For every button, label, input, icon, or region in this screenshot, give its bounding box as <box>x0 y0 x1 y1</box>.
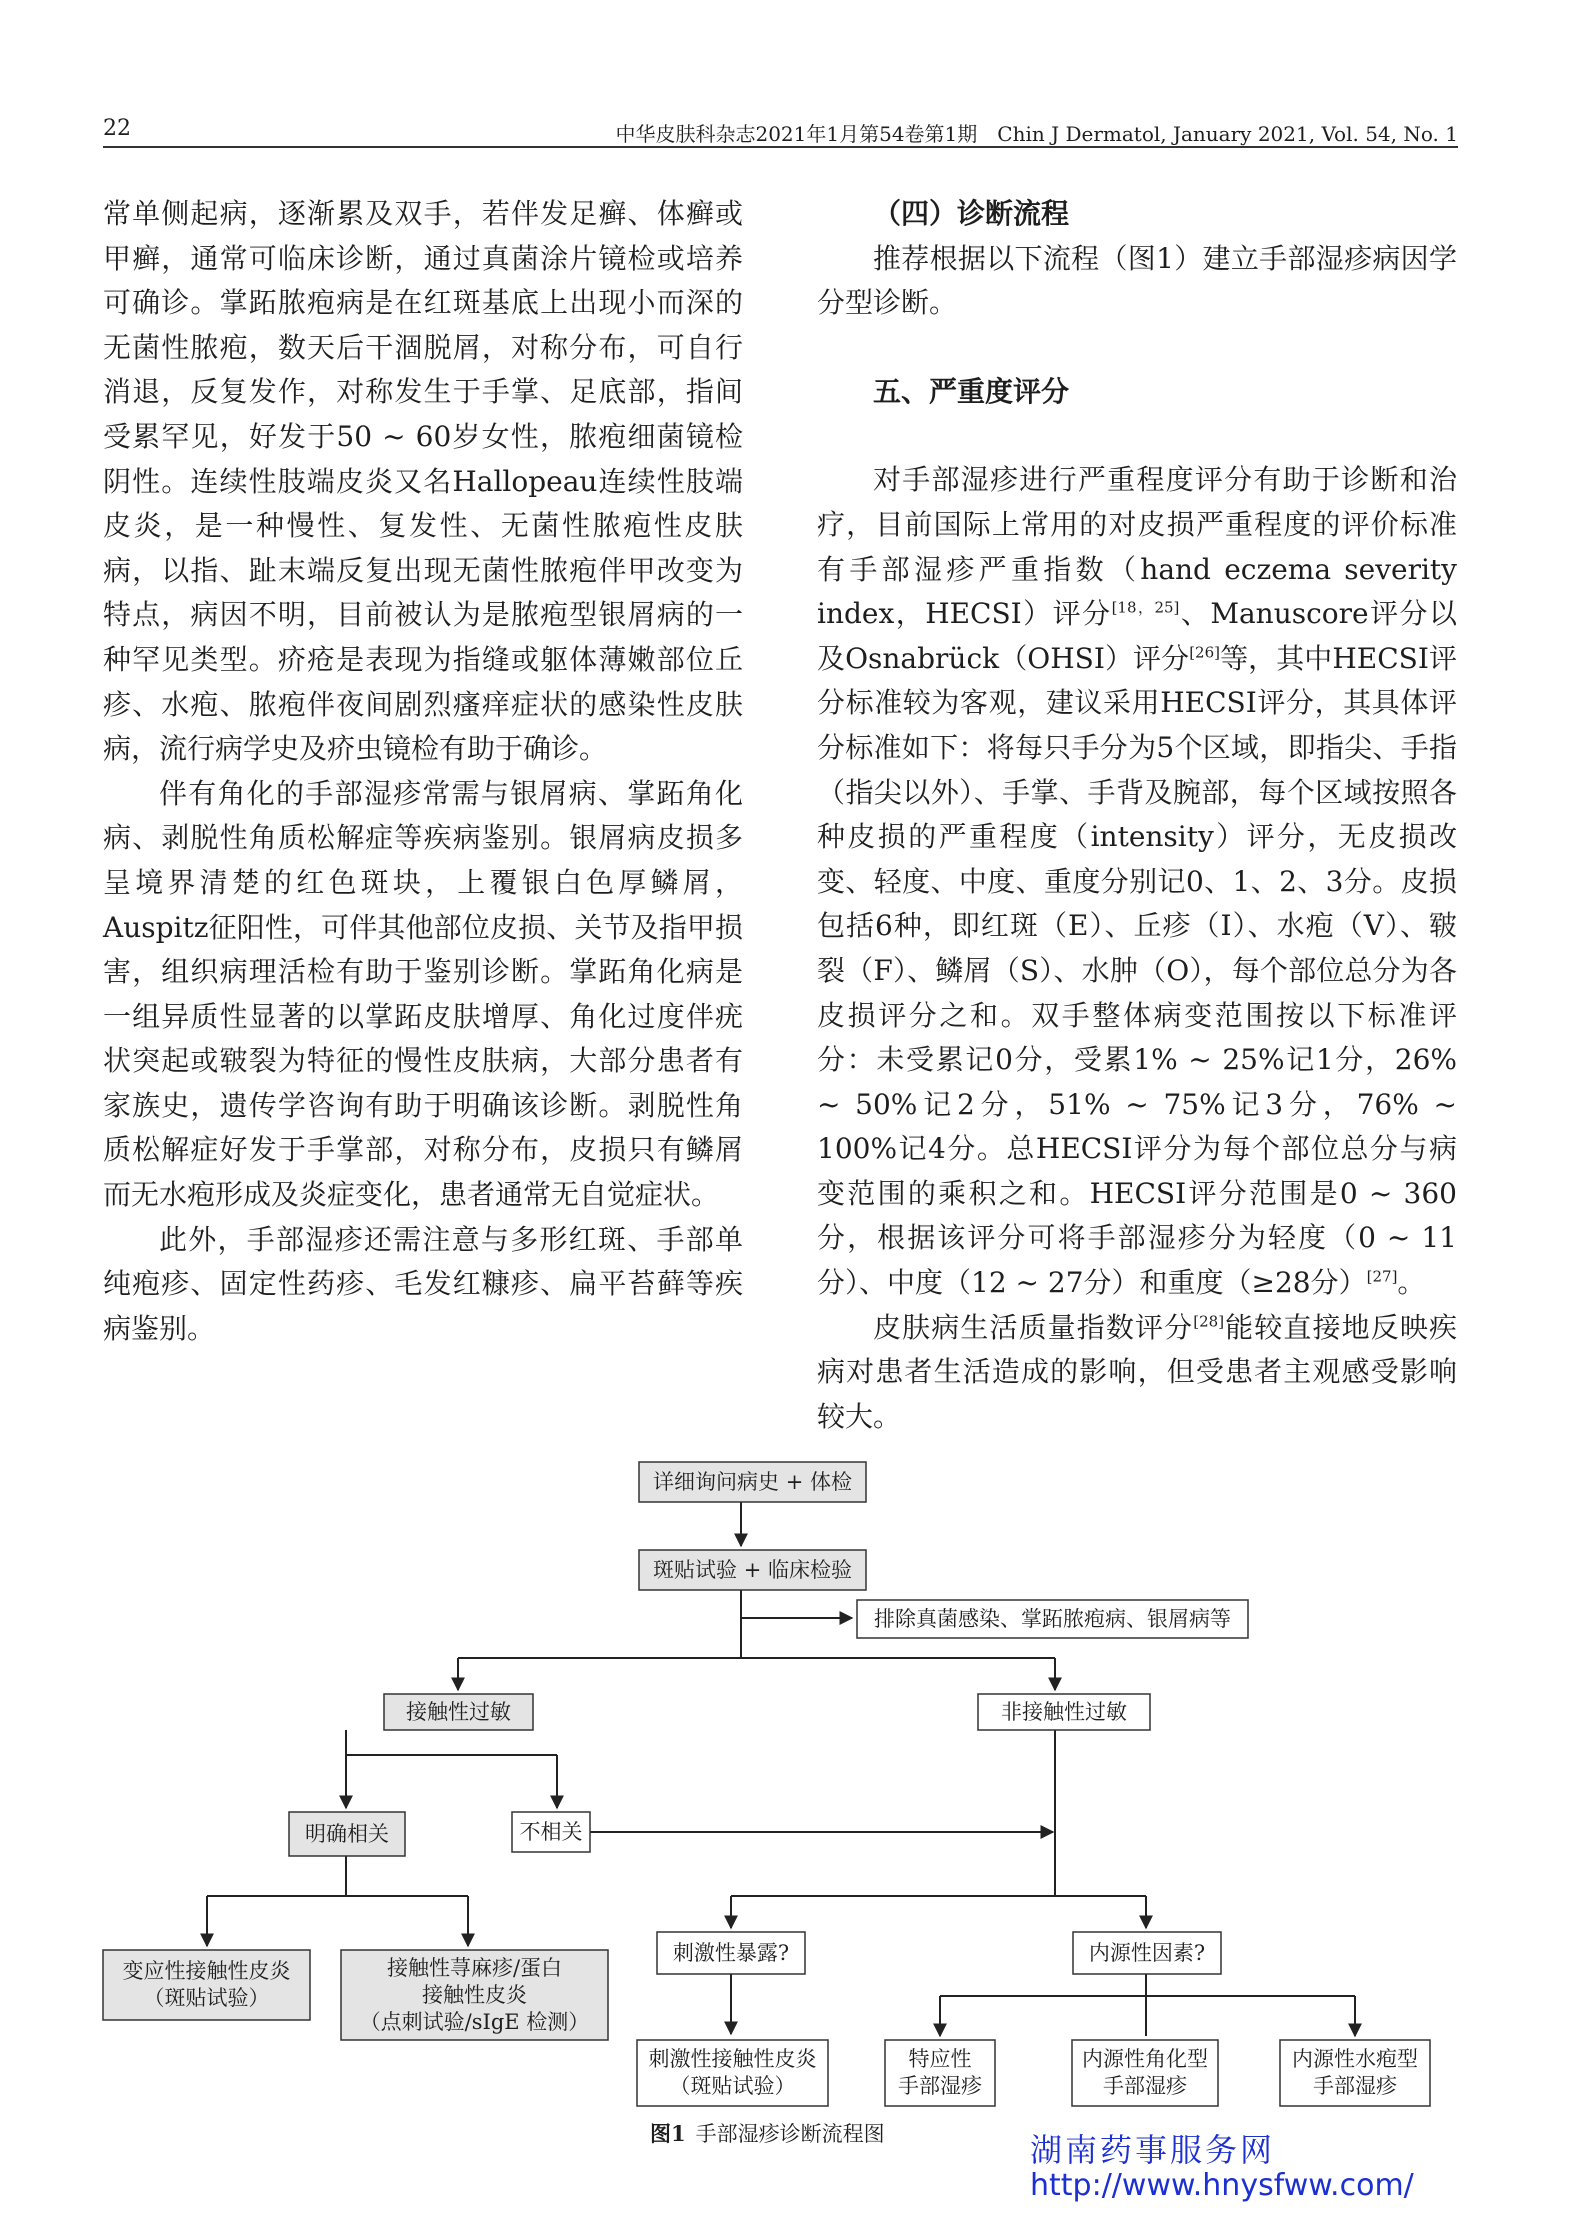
left-paragraph-2: 伴有角化的手部湿疹常需与银屑病、掌跖角化病、剥脱性角质松解症等疾病鉴别。银屑病皮损多呈境界清楚的红色斑块，上覆银白色厚鳞屑，Auspitz征阳性，可伴其他部位皮损、关节及指甲损害，组织病理活检有助于鉴别诊断。掌跖角化病是一组异质性显著的以掌跖皮肤增厚、角化过度伴疣状突起或皲裂为特征的慢性皮肤病，大部分患者有家族史，遗传学咨询有助于明确该诊断。剥脱性角质松解症好发于手掌部，对称分布，皮损只有鳞屑而无水疱形成及炎症变化，患者通常无自觉症状。 <box>103 776 743 1212</box>
box-irritant-exposure: 刺激性暴露? <box>672 1940 790 1965</box>
box-vesicular-hand-eczema: 内源性水疱型 手部湿疹 <box>1292 2047 1418 2098</box>
severity-section-title: 五、严重度评分 <box>873 374 1070 408</box>
page-number: 22 <box>103 116 131 141</box>
box-clearly-relevant: 明确相关 <box>305 1821 389 1846</box>
running-head: 中华皮肤科杂志2021年1月第54卷第1期 Chin J Dermatol, January 2021, Vol. 54, No. 1 <box>615 122 1458 146</box>
citation-18-25: [18，25] <box>1111 598 1180 617</box>
right-paragraph-2-text-b: 、Manuscore评分以及Osnabrück（OHSI）评分 <box>817 597 1457 675</box>
box-atopic-hand-eczema: 特应性 手部湿疹 <box>898 2047 982 2098</box>
box-history-physical-exam: 详细询问病史 + 体检 <box>653 1469 852 1494</box>
box-endogenous-factor: 内源性因素? <box>1088 1940 1206 1965</box>
left-paragraph-3: 此外，手部湿疹还需注意与多形红斑、手部单纯疱疹、固定性药疹、毛发红糠疹、扁平苔藓等疾病鉴别。 <box>103 1222 743 1345</box>
right-paragraph-2-text-d: 。 <box>1397 1266 1426 1300</box>
right-paragraph-3 <box>817 1306 1457 1440</box>
right-column <box>817 192 1457 1439</box>
box-patch-test-clinical-exam: 斑贴试验 + 临床检验 <box>653 1557 852 1582</box>
left-column <box>103 192 743 1351</box>
box-not-relevant: 不相关 <box>519 1819 583 1844</box>
box-non-contact-allergy: 非接触性过敏 <box>1001 1699 1127 1724</box>
box-hyperkeratotic-hand-eczema: 内源性角化型 手部湿疹 <box>1082 2047 1208 2098</box>
header-rule <box>103 146 1458 148</box>
citation-28: [28] <box>1193 1312 1225 1331</box>
right-paragraph-2-text-c: 等，其中HECSI评分标准较为客观，建议采用HECSI评分，其具体评分标准如下：将每只手分为5个区域，即指尖、手指（指尖以外）、手掌、手背及腕部，每个区域按照各种皮损的严重程度（intensity）评分，无皮损改变、轻度、中度、重度分别记0、1、2、3分。皮损包括6种，即红斑（E）、丘疹（I）、水疱（V）、皲裂（F）、鳞屑（S）、水肿（O），每个部位总分为各皮损评分之和。双手整体病变范围按以下标准评分：未受累记0分，受累1% ~ 25%记1分，26% ~ 50%记2分，51% ~ 75%记3分，76% ~ 100%记4分。总HECSI评分为每个部位总分与病变范围的乘积之和。HECSI评分范围是0 ~ 360分，根据该评分可将手部湿疹分为轻度（0 ~ 11分）、中度（12 ~ 27分）和重度（≥28分） <box>817 641 1457 1300</box>
box-irritant-contact-dermatitis: 刺激性接触性皮炎 （斑贴试验） <box>648 2047 817 2098</box>
figure-caption <box>650 2118 885 2148</box>
figure-caption-number: 图1 <box>650 2121 686 2146</box>
box-allergic-contact-dermatitis: 变应性接触性皮炎 （斑贴试验） <box>122 1959 291 2010</box>
right-paragraph-2-text-a: 对手部湿疹进行严重程度评分有助于诊断和治疗，目前国际上常用的对皮损严重程度的评价标准有手部湿疹严重指数（hand eczema severity index，HECSI）评分 <box>817 463 1457 631</box>
watermark-url: http://www.hnysfww.com/ <box>1030 2168 1414 2203</box>
left-paragraph-1: 常单侧起病，逐渐累及双手，若伴发足癣、体癣或甲癣，通常可临床诊断，通过真菌涂片镜检或培养可确诊。掌跖脓疱病是在红斑基底上出现小而深的无菌性脓疱，数天后干涸脱屑，对称分布，可自行消退，反复发作，对称发生于手掌、足底部，指间受累罕见，好发于50 ~ 60岁女性，脓疱细菌镜检阴性。连续性肢端皮炎又名Hallopeau连续性肢端皮炎，是一种慢性、复发性、无菌性脓疱性皮肤病，以指、趾末端反复出现无菌性脓疱伴甲改变为特点，病因不明，目前被认为是脓疱型银屑病的一种罕见类型。疥疮是表现为指缝或躯体薄嫩部位丘疹、水疱、脓疱伴夜间剧烈瘙痒症状的感染性皮肤病，流行病学史及疥虫镜检有助于确诊。 <box>103 197 743 766</box>
figure-caption-text: 手部湿疹诊断流程图 <box>695 2122 885 2146</box>
citation-27: [27] <box>1366 1267 1398 1286</box>
box-contact-urticaria-protein-dermatitis: 接触性荨麻疹/蛋白 接触性皮炎 （点刺试验/sIgE 检测） <box>359 1955 590 2034</box>
right-paragraph-3-text-a: 皮肤病生活质量指数评分 <box>873 1310 1194 1344</box>
right-paragraph-2 <box>817 458 1457 1305</box>
right-paragraph-1: 推荐根据以下流程（图1）建立手部湿疹病因学分型诊断。 <box>817 241 1457 320</box>
right-paragraph-3-text-b: 能较直接地反映疾病对患者生活造成的影响，但受患者主观感受影响较大。 <box>817 1310 1457 1433</box>
box-contact-allergy: 接触性过敏 <box>406 1699 511 1724</box>
citation-26: [26] <box>1189 643 1220 662</box>
diagnosis-flow-subheading: （四）诊断流程 <box>873 197 1070 230</box>
box-exclude-differentials: 排除真菌感染、掌跖脓疱病、银屑病等 <box>874 1606 1231 1631</box>
watermark-site-name: 湖南药事服务网 <box>1030 2131 1276 2169</box>
